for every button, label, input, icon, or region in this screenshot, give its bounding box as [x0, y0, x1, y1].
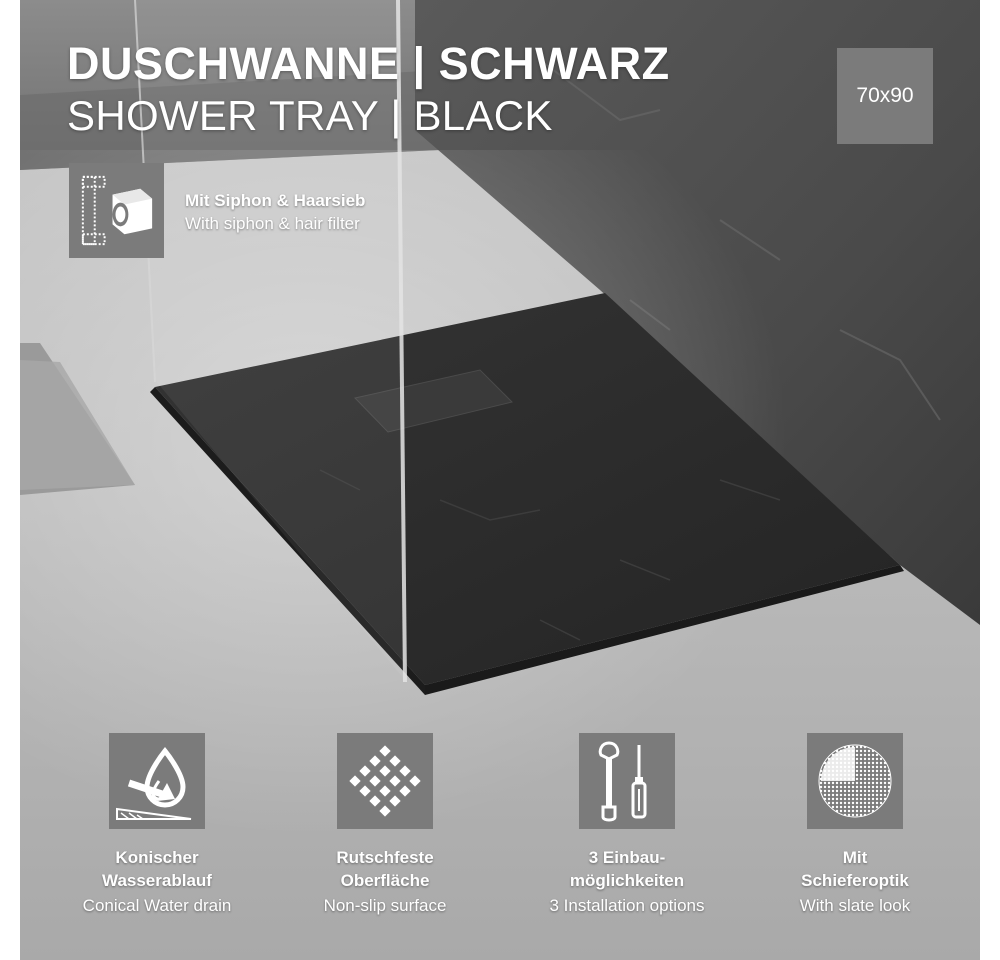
feature-installation: [527, 733, 727, 933]
siphon-icon: [69, 163, 164, 258]
installation-label-german: 3 Einbau- möglichkeiten: [569, 848, 685, 890]
non-slip-icon: [337, 733, 433, 829]
installation-label-english: 3 Installation options: [549, 896, 705, 915]
size-badge: 70x90: [837, 48, 933, 144]
feature-slate: [755, 733, 955, 933]
drain-icon: [109, 733, 205, 829]
slate-icon: [807, 733, 903, 829]
title-english: SHOWER TRAY | BLACK: [67, 92, 553, 139]
non-slip-label-german: Rutschfeste Oberfläche: [336, 848, 434, 890]
title-german: DUSCHWANNE | SCHWARZ: [67, 38, 670, 89]
siphon-label-german: Mit Siphon & Haarsieb: [185, 191, 366, 210]
product-image: [20, 0, 980, 960]
siphon-label-english: With siphon & hair filter: [185, 214, 360, 233]
feature-non-slip: [285, 733, 485, 933]
tools-icon: [579, 733, 675, 829]
feature-drain: [57, 733, 257, 933]
drain-label-german: Konischer Wasserablauf: [102, 848, 212, 890]
non-slip-label-english: Non-slip surface: [323, 896, 447, 915]
slate-label-german: Mit Schieferoptik: [801, 848, 909, 890]
slate-label-english: With slate look: [799, 896, 911, 915]
drain-label-english: Conical Water drain: [82, 896, 232, 915]
